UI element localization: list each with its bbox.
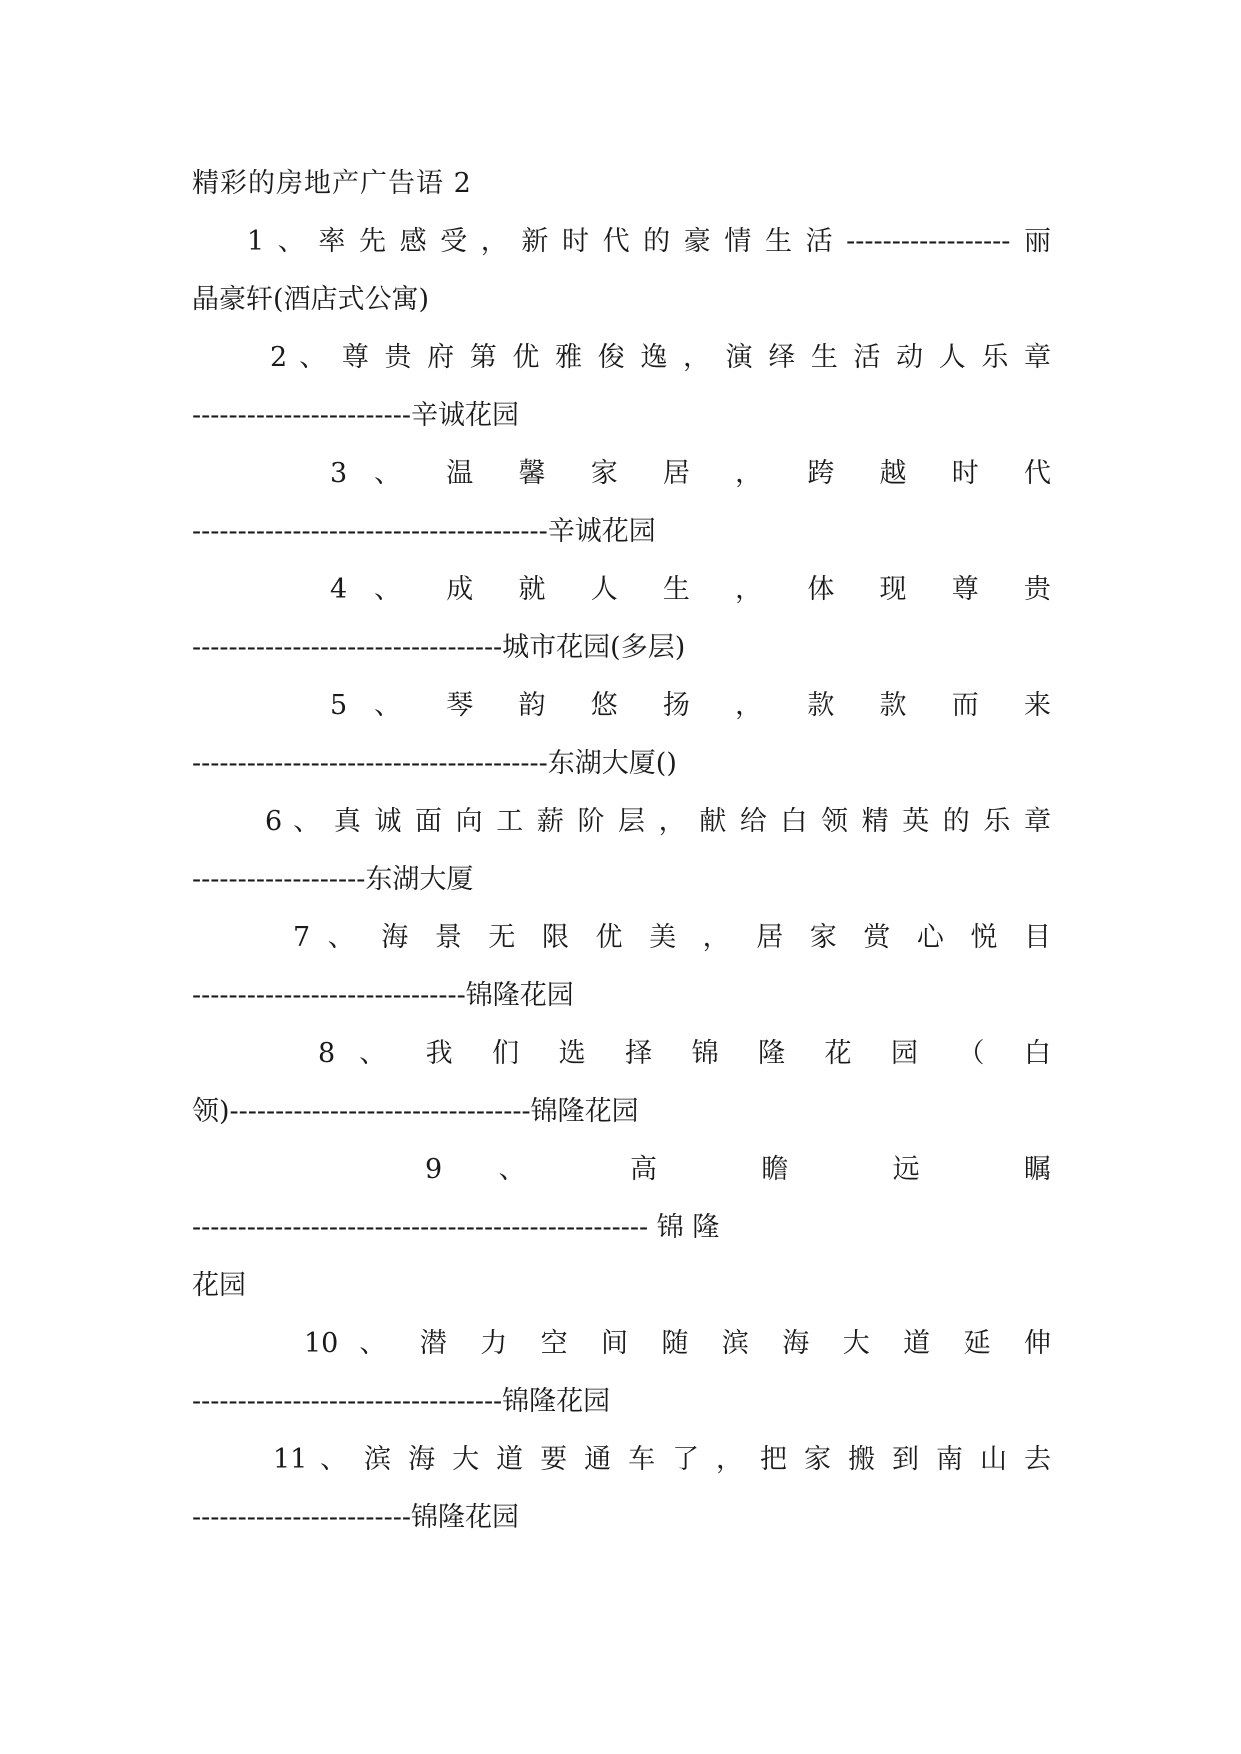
text-line: 5 、 琴 韵 悠 扬 ， 款 款 而 来	[330, 690, 1051, 721]
text-line: 领)---------------------------------锦隆花园	[192, 1096, 639, 1127]
text-line: 11 、 滨 海 大 道 要 通 车 了 ， 把 家 搬 到 南 山 去	[273, 1444, 1051, 1475]
text-line: ------------------------锦隆花园	[192, 1502, 519, 1533]
text-line: 6 、 真 诚 面 向 工 薪 阶 层 ， 献 给 白 领 精 英 的 乐 章	[265, 806, 1051, 837]
text-line: 7 、 海 景 无 限 优 美 ， 居 家 赏 心 悦 目	[293, 922, 1051, 953]
text-line: -------------------东湖大厦	[192, 864, 474, 895]
text-line: 花园	[192, 1270, 246, 1301]
text-line: ------------------------------锦隆花园	[192, 980, 574, 1011]
text-line: ---------------------------------------东湖大厦()	[192, 748, 677, 779]
text-line: ----------------------------------锦隆花园	[192, 1386, 611, 1417]
text-line: ---------------------------------------辛诚花园	[192, 516, 656, 547]
text-line: 10 、 潜 力 空 间 随 滨 海 大 道 延 伸	[304, 1328, 1051, 1359]
text-line: 3 、 温 馨 家 居 ， 跨 越 时 代	[330, 458, 1051, 489]
text-line: 8 、 我 们 选 择 锦 隆 花 园 （ 白	[318, 1038, 1051, 1069]
text-line: ------------------------辛诚花园	[192, 400, 519, 431]
text-line: 2 、 尊 贵 府 第 优 雅 俊 逸 ， 演 绎 生 活 动 人 乐 章	[270, 342, 1051, 373]
document-title: 精彩的房地产广告语 2	[192, 168, 472, 199]
text-line: ----------------------------------城市花园(多层)	[192, 632, 686, 663]
text-line: -------------------------------------------------- 锦 隆	[192, 1212, 720, 1243]
text-line: 1、率先感受，新时代的豪情生活------------------丽	[247, 226, 1051, 257]
text-line: 4 、 成 就 人 生 ， 体 现 尊 贵	[330, 574, 1051, 605]
text-line: 9 、 高 瞻 远 瞩	[425, 1154, 1051, 1185]
text-line: 晶豪轩(酒店式公寓)	[192, 284, 430, 315]
